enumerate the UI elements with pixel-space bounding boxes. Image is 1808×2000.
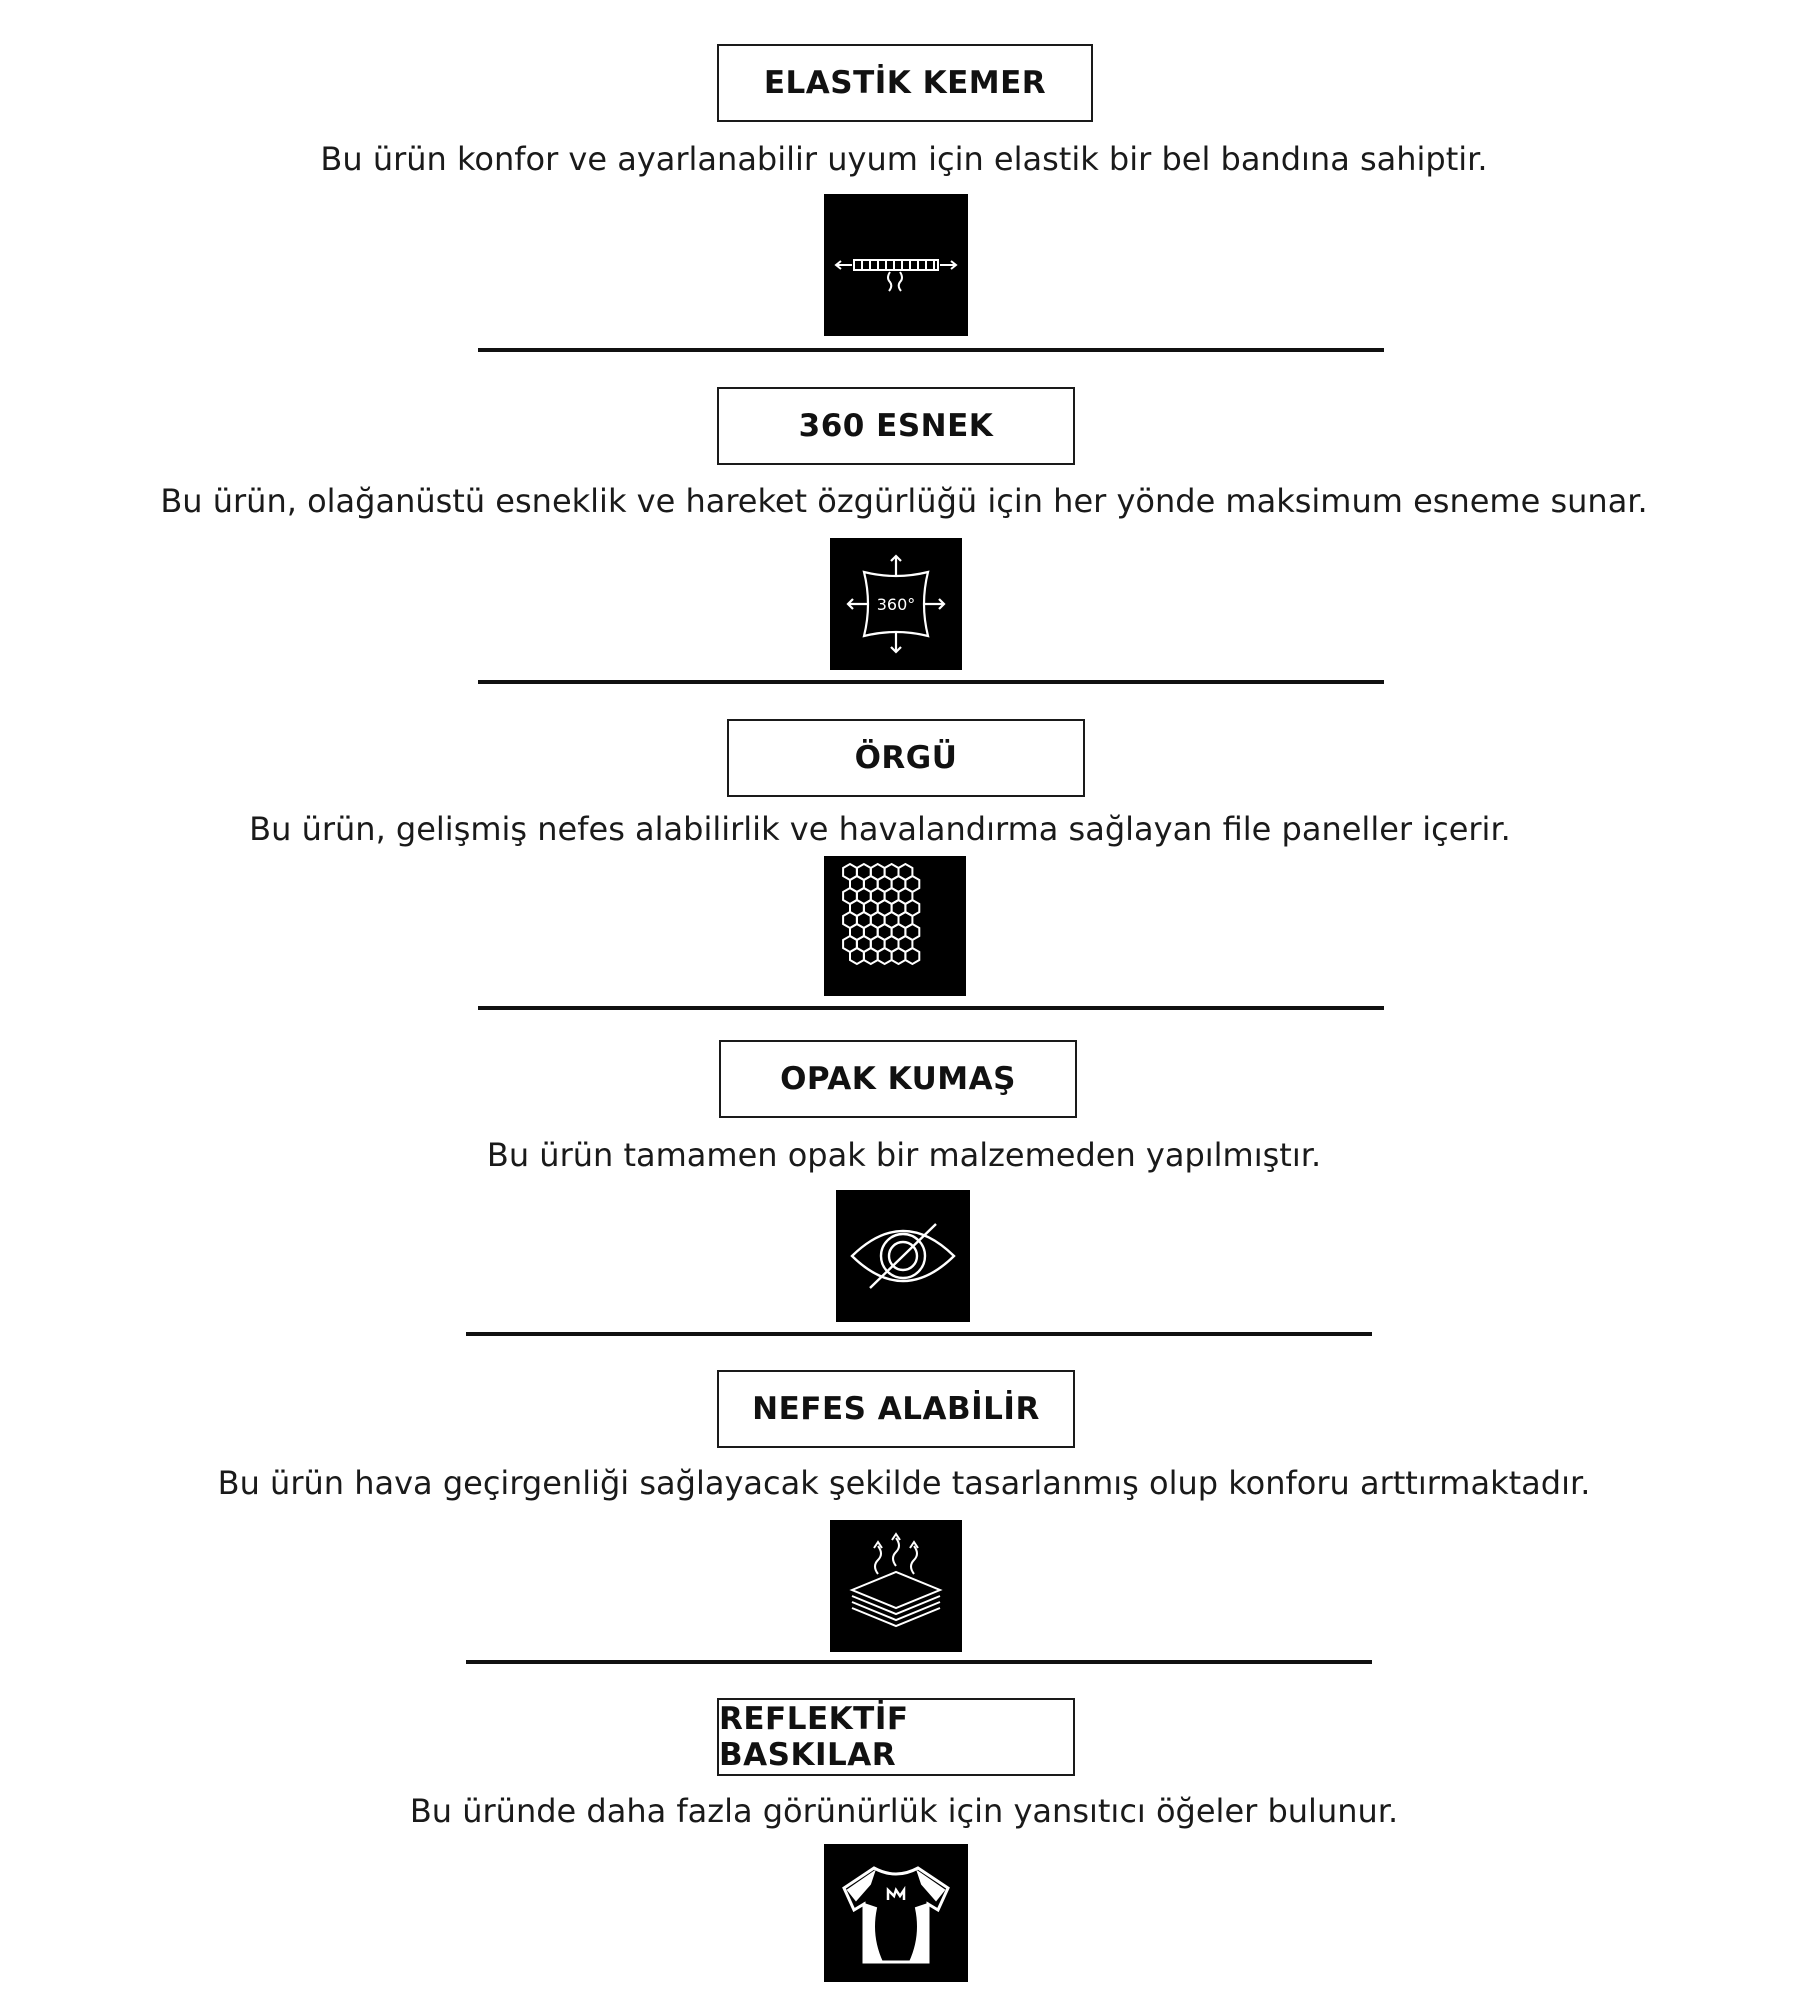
feature-title-360-stretch: 360 ESNEK xyxy=(717,387,1075,465)
elastic-band-icon xyxy=(824,194,968,336)
feature-title-reflective-prints: REFLEKTİF BASKILAR xyxy=(717,1698,1075,1776)
mesh-cell xyxy=(878,948,892,964)
feature-description-reflective-prints: Bu üründe daha fazla görünürlük için yansıtıcı öğeler bulunur. xyxy=(409,1792,1399,1830)
stretch-360-label: 360° xyxy=(876,595,916,614)
stretch-360-icon xyxy=(830,538,962,670)
mesh-cell xyxy=(864,948,878,964)
feature-description-opaque-fabric: Bu ürün tamamen opak bir malzemeden yapılmıştır. xyxy=(486,1136,1322,1174)
section-divider xyxy=(466,1332,1372,1336)
mesh-icon xyxy=(824,856,966,996)
feature-description-elastic-waistband: Bu ürün konfor ve ayarlanabilir uyum için elastik bir bel bandına sahiptir. xyxy=(320,140,1488,178)
feature-description-mesh: Bu ürün, gelişmiş nefes alabilirlik ve havalandırma sağlayan file paneller içerir. xyxy=(249,810,1511,848)
breathable-fabric-icon xyxy=(830,1520,962,1652)
eye-slash-icon xyxy=(836,1190,970,1322)
feature-title-opaque-fabric: OPAK KUMAŞ xyxy=(719,1040,1077,1118)
section-divider xyxy=(478,1006,1384,1010)
reflective-shirt-icon xyxy=(824,1844,968,1982)
mesh-cell xyxy=(892,948,906,964)
section-divider xyxy=(466,1660,1372,1664)
feature-description-breathable: Bu ürün hava geçirgenliği sağlayacak şekilde tasarlanmış olup konforu arttırmaktadır. xyxy=(217,1464,1591,1502)
feature-title-breathable: NEFES ALABİLİR xyxy=(717,1370,1075,1448)
section-divider xyxy=(478,348,1384,352)
section-divider xyxy=(478,680,1384,684)
feature-description-360-stretch: Bu ürün, olağanüstü esneklik ve hareket özgürlüğü için her yönde maksimum esneme sunar. xyxy=(160,482,1648,520)
mesh-cell xyxy=(905,948,919,964)
feature-title-mesh: ÖRGÜ xyxy=(727,719,1085,797)
mesh-cell xyxy=(850,948,864,964)
feature-title-elastic-waistband: ELASTİK KEMER xyxy=(717,44,1093,122)
